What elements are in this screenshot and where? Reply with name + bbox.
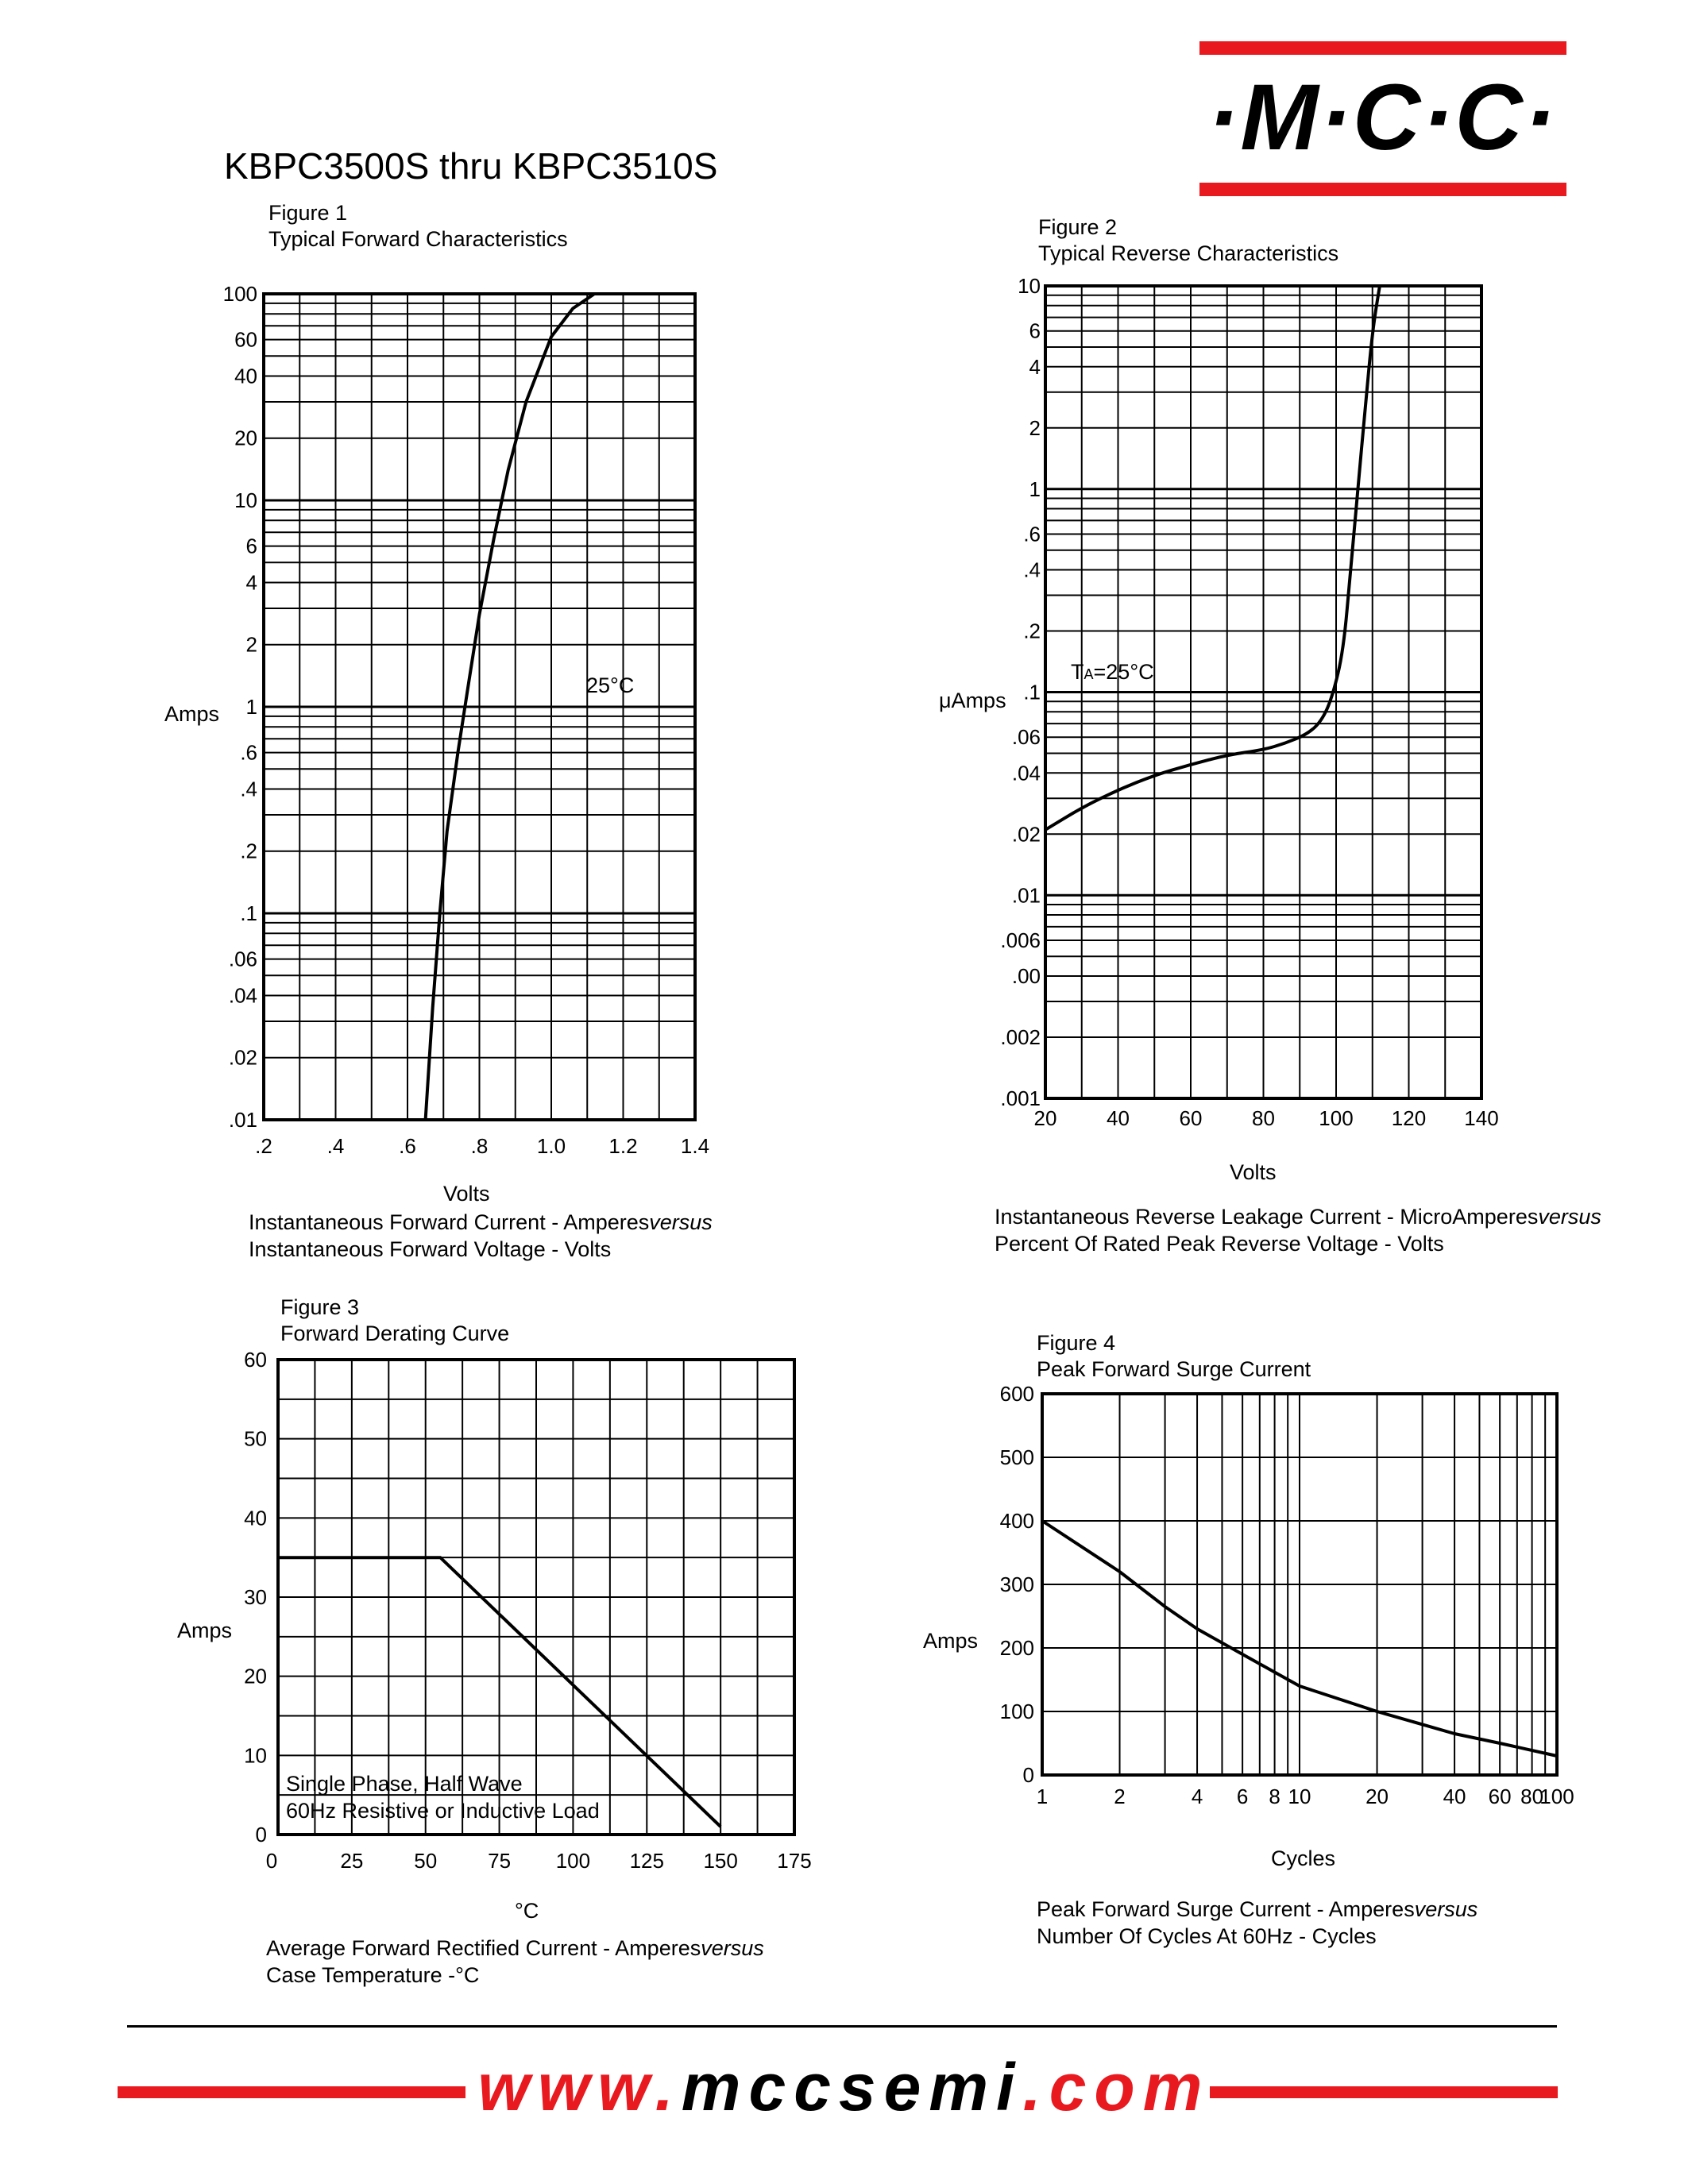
chart-2-xtick-label: 40 [1107,1106,1130,1130]
figure-3-number: Figure 3 [280,1295,360,1319]
chart-2-ytick-label: 10 [1018,274,1041,298]
chart-1-ytick-label: 100 [222,282,257,306]
chart-3-xtick-label: 150 [703,1849,738,1873]
figure-2-subtitle: Typical Reverse Characteristics [1038,241,1339,265]
figure-1-subtitle: Typical Forward Characteristics [268,227,568,251]
chart-3-ytick-label: 40 [244,1506,267,1530]
chart-3-ytick-label: 60 [244,1348,267,1372]
page-title: KBPC3500S thru KBPC3510S [224,145,718,187]
figure-2-xlabel: Volts [1230,1160,1277,1184]
figure-4-subtitle: Peak Forward Surge Current [1037,1357,1311,1381]
chart-4-xtick-label: 100 [1539,1785,1574,1808]
chart-1-xtick-label: .6 [399,1134,416,1158]
footer-url-domain: mccsemi [681,2050,1023,2124]
chart-1-ytick-label: 2 [245,632,257,657]
chart-4-ytick-label: 300 [999,1572,1034,1596]
figure-2-ylabel: μAmps [939,689,1006,712]
figure-2-annotation-rest: =25°C [1093,660,1154,684]
figure-3-xlabel: °C [515,1899,539,1923]
chart-2-ytick-label: .001 [1000,1086,1041,1110]
chart-1-xtick-label: 1.0 [536,1134,566,1158]
figure-1-ylabel: Amps [164,702,220,726]
chart-2-ytick-label: 1 [1029,477,1041,501]
figure-4-number: Figure 4 [1037,1331,1116,1355]
figure-1-desc-line-2: Instantaneous Forward Voltage - Volts [249,1237,612,1261]
chart-3-ytick-label: 30 [244,1585,267,1609]
chart-1-ytick-label: 40 [234,364,257,388]
chart-2-xtick-label: 140 [1464,1106,1499,1130]
figure-4-desc-line-2: Number Of Cycles At 60Hz - Cycles [1037,1924,1377,1948]
chart-2-ytick-label: 2 [1029,415,1041,440]
chart-3-xtick-label: 125 [629,1849,664,1873]
chart-2-ytick-label: .06 [1011,725,1041,750]
chart-3-xtick-label: 50 [414,1849,438,1873]
chart-4-ytick-label: 100 [999,1700,1034,1723]
chart-2-ytick-label: .006 [1000,928,1041,952]
figure-1-desc-versus: versus [649,1210,713,1234]
figure-1-xlabel: Volts [443,1182,490,1206]
chart-2-ytick-label: .01 [1011,883,1041,908]
figure-3-desc-line-2: Case Temperature -°C [266,1963,480,1987]
chart-1-ytick-label: 4 [245,570,257,595]
figure-1-number: Figure 1 [268,201,348,225]
figure-2-desc-line-1: Instantaneous Reverse Leakage Current - MicroAmperes [995,1205,1539,1229]
figure-2-annotation-subscript: A [1083,666,1094,682]
footer-divider [127,2025,1557,2028]
chart-2-xtick-label: 20 [1033,1106,1057,1130]
chart-3-xtick-label: 100 [555,1849,591,1873]
chart-2-ytick-label: 4 [1029,354,1041,379]
chart-2-xtick-label: 80 [1252,1106,1275,1130]
figure-2-description [995,1203,1601,1257]
chart-3-xtick-label: 75 [488,1849,512,1873]
figure-2-number: Figure 2 [1038,215,1118,239]
figure-4-desc-versus: versus [1414,1897,1478,1921]
chart-2-ytick-label: .00 [1011,964,1041,989]
chart-1-xtick-label: .2 [255,1134,272,1158]
chart-2-xtick-label: 100 [1319,1106,1354,1130]
figure-3-note-2: 60Hz Resistive or Inductive Load [286,1799,600,1823]
figure-2-annotation [1071,659,1154,685]
chart-1-ytick-label: 6 [245,534,257,558]
chart-1-xtick-label: 1.2 [608,1134,638,1158]
figure-1-desc-line-1: Instantaneous Forward Current - Amperes [249,1210,650,1234]
figure-4-ylabel: Amps [923,1629,979,1653]
chart-4-xtick-label: 80 [1520,1785,1544,1808]
figure-1-description [249,1209,713,1263]
chart-2-ytick-label: .002 [1000,1025,1041,1050]
chart-1-xtick-label: .8 [470,1134,489,1158]
chart-4-xtick-label: 40 [1443,1785,1466,1808]
chart-4-ytick-label: 600 [999,1382,1034,1406]
chart-2-xtick-label: 120 [1391,1106,1427,1130]
figure-3-desc-line-1: Average Forward Rectified Current - Amperes [266,1936,701,1960]
chart-1-ytick-label: .02 [228,1045,257,1070]
chart-1-ytick-label: .06 [228,947,257,971]
chart-4-xtick-label: 2 [1114,1785,1126,1808]
chart-1-ytick-label: .1 [240,901,257,925]
chart-1-ytick-label: 1 [245,695,257,719]
chart-4-ytick-label: 500 [999,1445,1034,1469]
figure-2-annotation-main: T [1071,660,1084,684]
figure-3-subtitle: Forward Derating Curve [280,1322,510,1345]
chart-2-ytick-label: .02 [1011,822,1041,847]
figure-3-ylabel: Amps [177,1619,233,1642]
chart-4-ytick-label: 200 [999,1636,1034,1660]
figure-3-note-1: Single Phase, Half Wave [286,1772,523,1796]
chart-2-ytick-label: .2 [1023,619,1041,643]
chart-4-xtick-label: 8 [1269,1785,1280,1808]
figure-3-description [266,1935,764,1989]
chart-4-ytick-label: 0 [1022,1763,1034,1787]
chart-1-ytick-label: .04 [228,983,257,1008]
figure-1-annotation: 25°C [586,673,635,697]
chart-2-ytick-label: 6 [1029,318,1041,343]
chart-2-ytick-label: .4 [1023,558,1041,582]
chart-1-ytick-label: 10 [234,488,257,512]
footer-url-tld: .com [1022,2050,1211,2124]
footer-url[interactable] [0,2049,1688,2126]
chart-4-xtick-label: 10 [1288,1785,1311,1808]
chart-1-xtick-label: .4 [326,1134,345,1158]
chart-3-xtick-label: 25 [340,1849,364,1873]
footer-url-www: www. [477,2050,682,2124]
chart-4-xtick-label: 60 [1488,1785,1512,1808]
chart-3-ytick-label: 50 [244,1426,267,1451]
chart-1-ytick-label: .01 [228,1108,257,1132]
chart-3-ytick-label: 0 [255,1823,267,1846]
chart-1-ytick-label: 60 [234,327,257,352]
chart-4-xtick-label: 4 [1191,1785,1203,1808]
chart-4-xtick-label: 6 [1236,1785,1249,1808]
chart-3-xtick-label: 0 [265,1849,278,1873]
chart-2-ytick-label: .1 [1023,680,1041,704]
chart-3-ytick-label: 20 [244,1664,267,1688]
chart-2-ytick-label: .04 [1011,761,1041,785]
figure-4-description [1037,1896,1477,1950]
chart-3-ytick-label: 10 [244,1743,267,1768]
chart-4-xtick-label: 20 [1365,1785,1389,1808]
chart-1-ytick-label: 20 [234,426,257,450]
chart-2-xtick-label: 60 [1179,1106,1203,1130]
figure-2-desc-line-2: Percent Of Rated Peak Reverse Voltage - Volts [995,1232,1444,1256]
chart-1-ytick-label: .2 [240,839,257,863]
figure-4-xlabel: Cycles [1271,1846,1336,1870]
figure-3-desc-versus: versus [701,1936,764,1960]
chart-3-xtick-label: 175 [777,1849,812,1873]
logo: ·M·C·C· [1207,65,1557,170]
chart-1-ytick-label: .4 [240,777,257,801]
chart-2-ytick-label: .6 [1023,522,1041,546]
figure-4-desc-line-1: Peak Forward Surge Current - Amperes [1037,1897,1415,1921]
chart-1-xtick-label: 1.4 [680,1134,710,1158]
chart-4-xtick-label: 1 [1036,1785,1049,1808]
chart-1-ytick-label: .6 [240,740,257,765]
figure-2-desc-versus: versus [1538,1205,1601,1229]
chart-4-ytick-label: 400 [999,1509,1034,1533]
